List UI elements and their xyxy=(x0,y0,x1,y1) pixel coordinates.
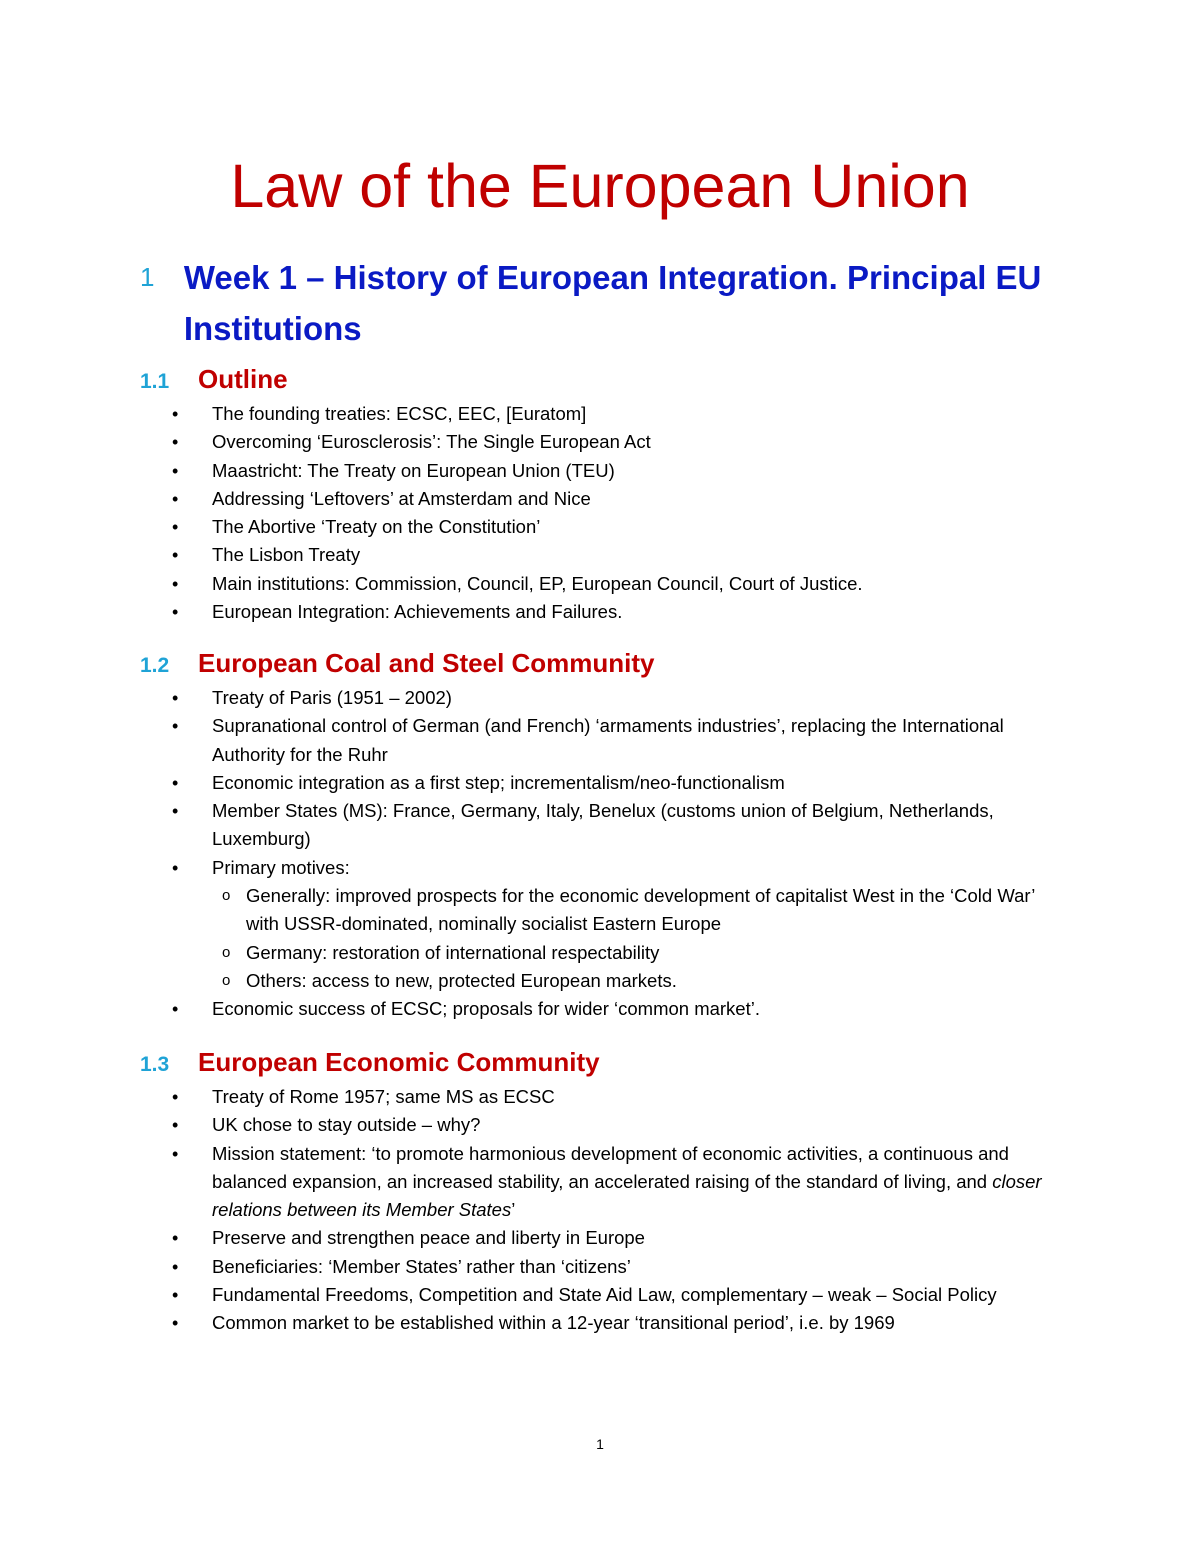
list-item: • Preserve and strengthen peace and liberty in Europe xyxy=(172,1224,1052,1252)
list-item: • Maastricht: The Treaty on European Union (TEU) xyxy=(172,457,1052,485)
list-item: • Fundamental Freedoms, Competition and State Aid Law, complementary – weak – Social Policy xyxy=(172,1281,1052,1309)
list-item: • Addressing ‘Leftovers’ at Amsterdam and Nice xyxy=(172,485,1052,513)
list-item: • Common market to be established within a 12-year ‘transitional period’, i.e. by 1969 xyxy=(172,1309,1052,1337)
chapter-number: 1 xyxy=(140,262,155,292)
list-item: • Economic integration as a first step; incrementalism/neo-functionalism xyxy=(172,769,1052,797)
sub-list-item: o Others: access to new, protected European markets. xyxy=(214,967,1052,995)
section-number: 1.3 xyxy=(140,1053,170,1076)
list-item-motives xyxy=(172,854,1052,995)
list-item: • Economic success of ECSC; proposals for wider ‘common market’. xyxy=(172,995,1052,1023)
list-item: • Treaty of Paris (1951 – 2002) xyxy=(172,684,1052,712)
list-item: • Overcoming ‘Eurosclerosis’: The Single European Act xyxy=(172,428,1052,456)
list-item: • Supranational control of German (and French) ‘armaments industries’, replacing the International Authority for the Ruhr xyxy=(172,712,1052,769)
motives-label: Primary motives: xyxy=(212,856,350,878)
mission-emphasis: closer relations between its Member States xyxy=(212,1170,1042,1221)
eec-list xyxy=(172,1083,1052,1338)
section-number: 1.2 xyxy=(140,654,170,677)
list-item: • UK chose to stay outside – why? xyxy=(172,1111,1052,1139)
list-item: • Treaty of Rome 1957; same MS as ECSC xyxy=(172,1083,1052,1111)
document-title: Law of the European Union xyxy=(230,152,970,220)
list-item: • The Lisbon Treaty xyxy=(172,541,1052,569)
sub-list-item: o Generally: improved prospects for the economic development of capitalist West in the ‘Cold War’ with USSR-dominated, nominally socialist Eastern Europe xyxy=(214,882,1052,939)
section-title: European Coal and Steel Community xyxy=(198,648,655,678)
list-item: • Member States (MS): France, Germany, Italy, Benelux (customs union of Belgium, Netherlands, Luxemburg) xyxy=(172,797,1052,854)
section-title: Outline xyxy=(198,364,288,394)
section-number: 1.1 xyxy=(140,370,170,393)
list-item-mission-statement xyxy=(172,1140,1052,1225)
section-heading-outline xyxy=(140,364,288,395)
list-item: • European Integration: Achievements and Failures. xyxy=(172,598,1052,626)
chapter-title: Week 1 – History of European Integration. Principal EU Institutions xyxy=(183,259,1042,347)
section-heading-eec xyxy=(140,1047,600,1078)
chapter-heading xyxy=(140,252,1060,354)
outline-list xyxy=(172,400,1052,626)
ecsc-list xyxy=(172,684,1052,1024)
list-item: • Beneficiaries: ‘Member States’ rather than ‘citizens’ xyxy=(172,1253,1052,1281)
mission-close-quote: ’ xyxy=(511,1199,516,1221)
sub-list-item: o Germany: restoration of international respectability xyxy=(214,939,1052,967)
section-heading-ecsc xyxy=(140,648,655,679)
section-title: European Economic Community xyxy=(198,1047,600,1077)
mission-text: Mission statement: ‘to promote harmonious development of economic activities, a continuous and balanced expansion, an increased stability, an accelerated raising of the standard of living, and xyxy=(212,1142,1009,1192)
list-item: • Main institutions: Commission, Council, EP, European Council, Court of Justice. xyxy=(172,570,1052,598)
motives-sublist xyxy=(214,882,1052,995)
list-item: • The Abortive ‘Treaty on the Constitution’ xyxy=(172,513,1052,541)
list-item: • The founding treaties: ECSC, EEC, [Euratom] xyxy=(172,400,1052,428)
page-number: 1 xyxy=(596,1436,604,1452)
